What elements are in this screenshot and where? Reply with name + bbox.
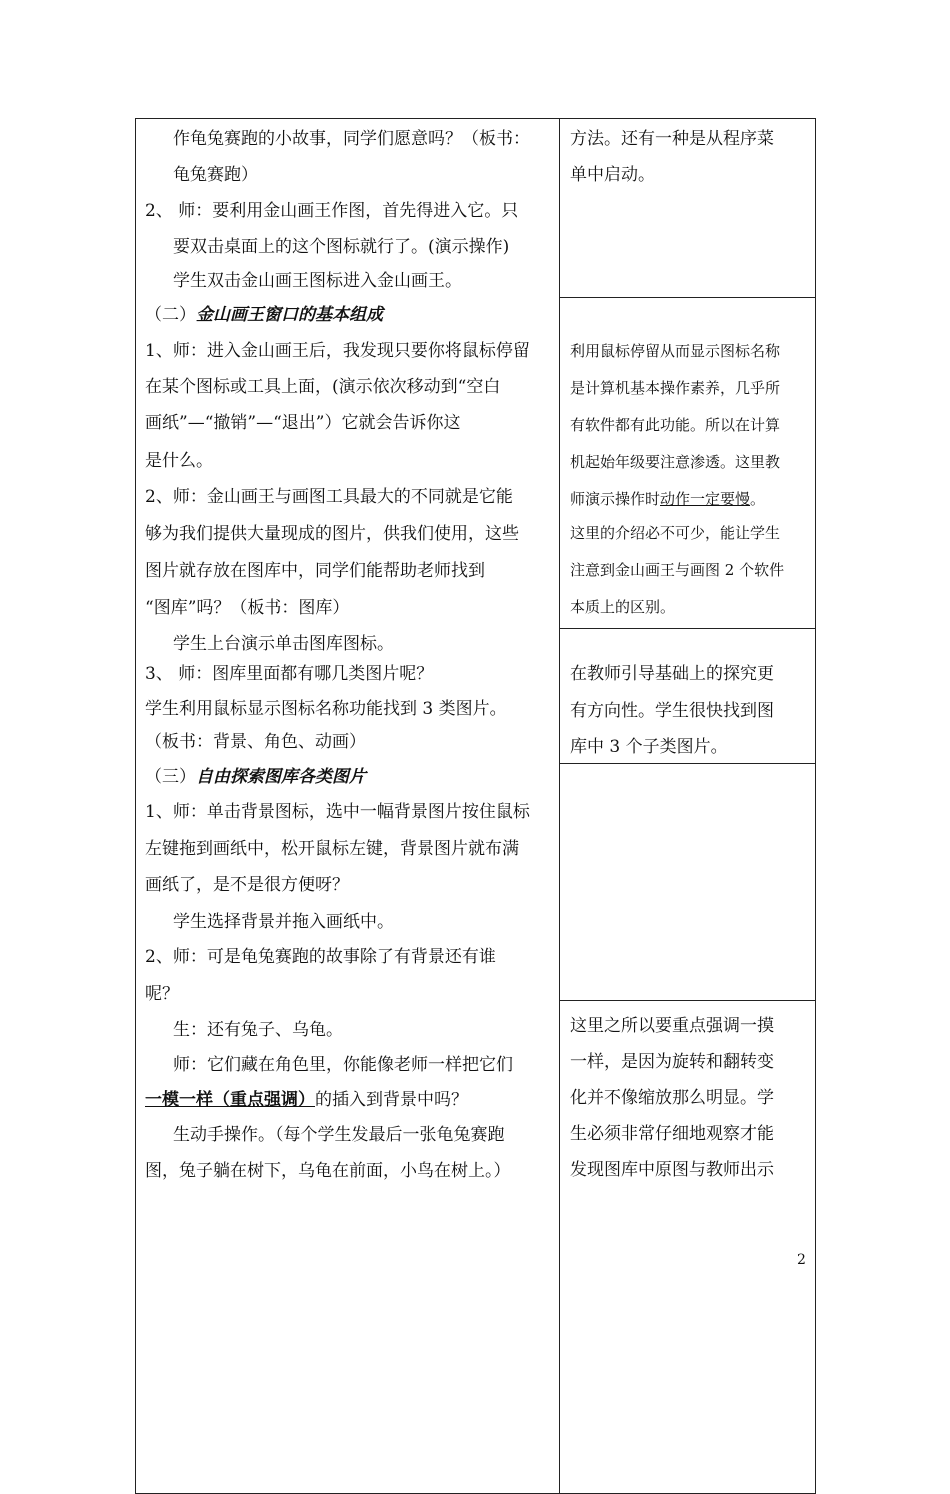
note-line: 方法。还有一种是从程序菜 [570,129,774,149]
left-line: 画纸”—“撤销”—“退出”）它就会告诉你这 [145,413,461,433]
row-divider-2 [559,628,816,629]
section-heading-3: （三）自由探索图库各类图片 [145,767,366,787]
left-line: 呢？ [145,984,179,1004]
note-line: 这里之所以要重点强调一摸 [570,1016,774,1036]
left-line: 图，兔子躺在树下，乌龟在前面，小鸟在树上。） [145,1161,511,1181]
left-line: 学生利用鼠标显示图标名称功能找到 3 类图片。 [145,699,507,719]
left-line: 学生双击金山画王图标进入金山画王。 [173,271,462,291]
left-line: 够为我们提供大量现成的图片，供我们使用，这些 [145,524,519,544]
left-line: 在某个图标或工具上面，(演示依次移动到“空白 [145,377,501,397]
note-line: 生必须非常仔细地观察才能 [570,1124,774,1144]
column-divider [559,118,560,1494]
note-line: 利用鼠标停留从而显示图标名称 [570,342,781,360]
note-line: 师演示操作时动作一定要慢。 [570,490,766,508]
left-line: （板书：背景、角色、动画） [145,732,366,752]
note-line: 有软件都有此功能。所以在计算 [570,416,781,434]
left-line: 龟兔赛跑） [173,165,258,185]
left-line: 2、师：金山画王与画图工具最大的不同就是它能 [145,487,513,507]
left-line: 要双击桌面上的这个图标就行了。(演示操作) [173,237,510,257]
left-line: 学生上台演示单击图库图标。 [173,634,394,654]
left-line: 1、师：进入金山画王后，我发现只要你将鼠标停留 [145,341,530,361]
note-line: 发现图库中原图与教师出示 [570,1160,774,1180]
left-line: “图库”吗？（板书：图库） [145,598,350,618]
note-line: 化并不像缩放那么明显。学 [570,1088,774,1108]
row-divider-3 [559,763,816,764]
note-line: 这里的介绍必不可少，能让学生 [570,524,781,542]
left-line: 1、师：单击背景图标，选中一幅背景图片按住鼠标 [145,802,530,822]
note-line: 机起始年级要注意渗透。这里教 [570,453,781,471]
page-number: 2 [797,1252,806,1268]
note-line: 有方向性。学生很快找到图 [570,701,774,721]
left-line: 左键拖到画纸中，松开鼠标左键，背景图片就布满 [145,839,519,859]
left-line: 生：还有兔子、乌龟。 [173,1020,343,1040]
left-line: 是什么。 [145,451,213,471]
note-line: 注意到金山画王与画图 2 个软件 [570,561,785,579]
note-line: 是计算机基本操作素养，几乎所 [570,379,781,397]
row-divider-4 [559,1000,816,1001]
note-line: 单中启动。 [570,165,655,185]
note-line: 在教师引导基础上的探究更 [570,664,774,684]
left-line: 2、师：可是龟兔赛跑的故事除了有背景还有谁 [145,947,496,967]
emphasis-line: 一模一样（重点强调）的插入到背景中吗？ [145,1090,468,1110]
note-line: 本质上的区别。 [570,598,676,616]
left-line: 生动手操作。（每个学生发最后一张龟兔赛跑 [173,1125,505,1145]
left-line: 3、 师：图库里面都有哪几类图片呢？ [145,664,434,684]
left-line: 师：它们藏在角色里，你能像老师一样把它们 [173,1055,513,1075]
left-line: 作龟兔赛跑的小故事，同学们愿意吗？（板书： [173,129,530,149]
left-line: 学生选择背景并拖入画纸中。 [173,912,394,932]
left-line: 2、 师：要利用金山画王作图，首先得进入它。只 [145,201,519,221]
left-line: 图片就存放在图库中，同学们能帮助老师找到 [145,561,485,581]
note-line: 库中 3 个子类图片。 [570,737,728,757]
row-divider-1 [559,297,816,298]
note-line: 一样，是因为旋转和翻转变 [570,1052,774,1072]
left-line: 画纸了，是不是很方便呀？ [145,875,349,895]
section-heading-2: （二）金山画王窗口的基本组成 [145,305,383,325]
